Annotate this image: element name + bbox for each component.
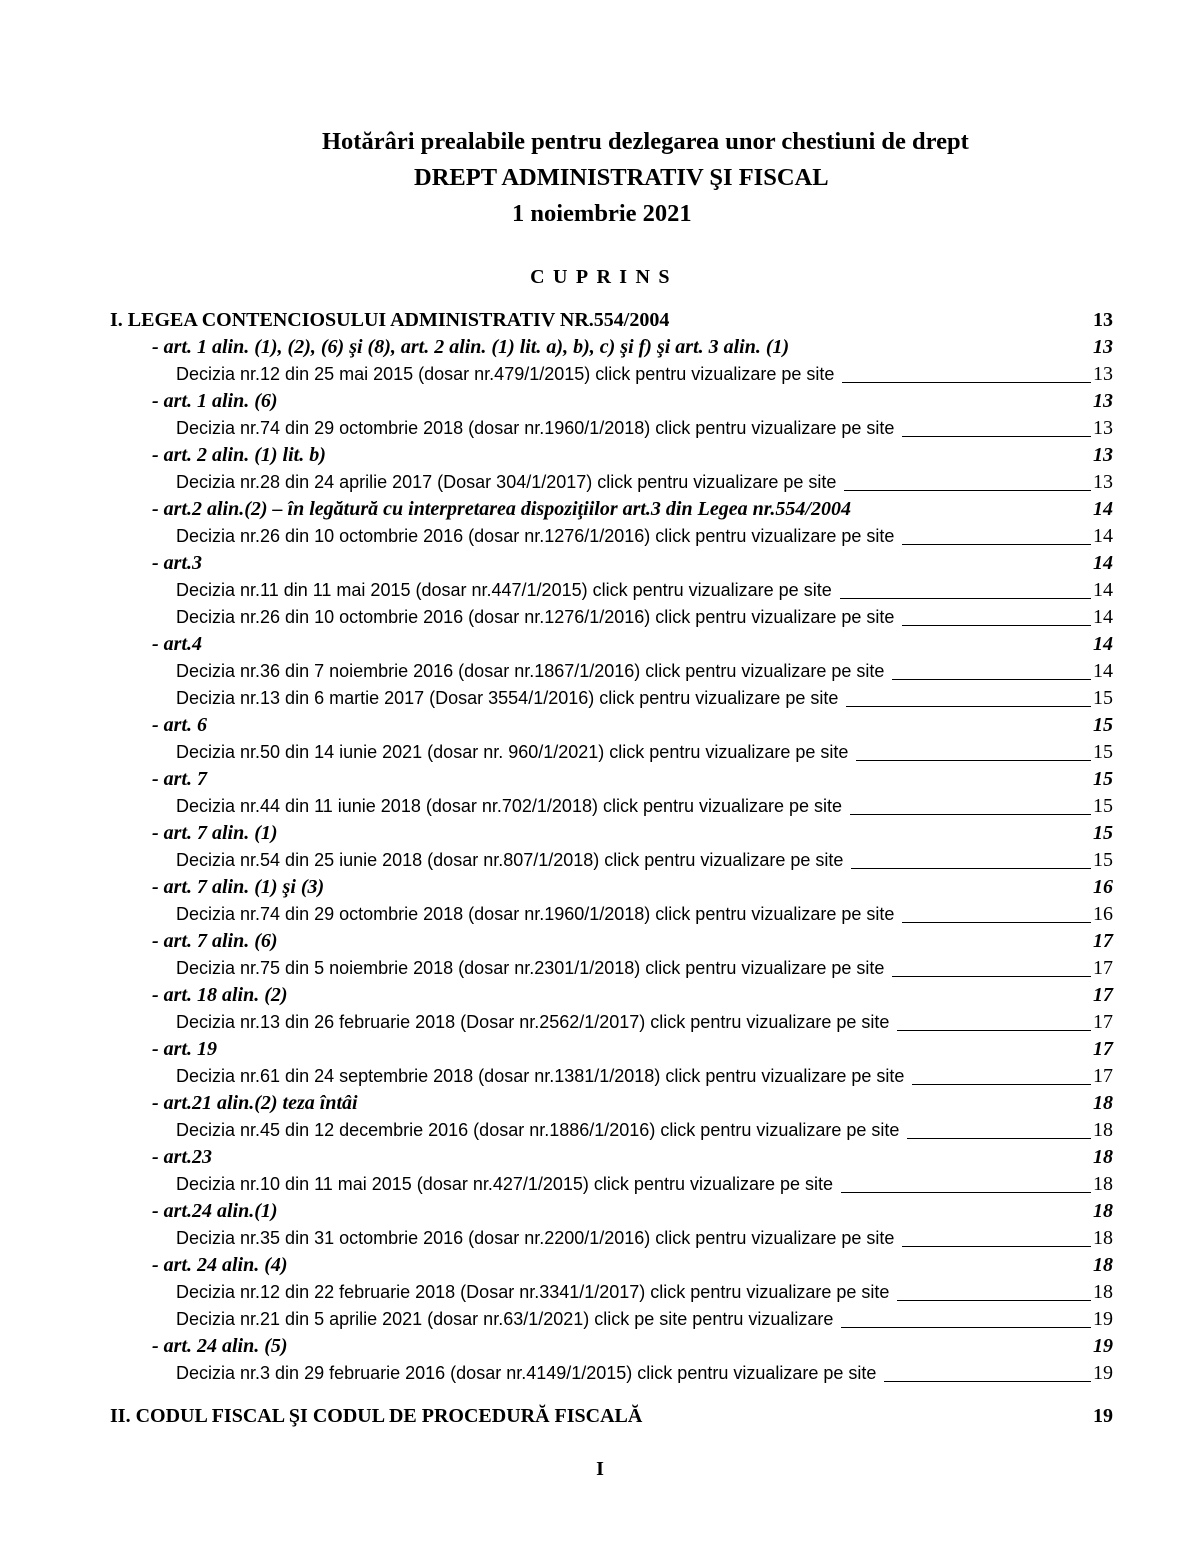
toc-entry-label: Decizia nr.50 din 14 iunie 2021 (dosar nr. 960/1/2021) click pentru vizualizare pe site [176,742,849,762]
document-date: 1 noiembrie 2021 [512,200,692,227]
table-of-contents [110,307,1113,1430]
toc-article-entry[interactable] [110,388,1113,415]
toc-entry-label: Decizia nr.75 din 5 noiembrie 2018 (dosar nr.2301/1/2018) click pentru vizualizare pe site [176,958,885,978]
toc-page-number: 14 [1093,525,1113,547]
toc-decision-link[interactable] [110,1009,1113,1036]
toc-page-number: 19 [1093,1362,1113,1384]
toc-entry-label: Decizia nr.28 din 24 aprilie 2017 (Dosar 304/1/2017) click pentru vizualizare pe site [176,472,837,492]
toc-decision-link[interactable] [110,1063,1113,1090]
leader-line [850,813,1091,815]
toc-page-number: 15 [1093,714,1113,736]
document-title: Hotărâri prealabile pentru dezlegarea unor chestiuni de drept [322,128,969,155]
toc-entry-label: - art. 1 alin. (1), (2), (6) şi (8), art. 2 alin. (1) lit. a), b), c) şi f) şi art. 3 alin. (1) [152,336,790,358]
toc-entry-label: Decizia nr.13 din 26 februarie 2018 (Dosar nr.2562/1/2017) click pentru vizualizare pe site [176,1012,890,1032]
toc-page-number: 18 [1093,1119,1113,1141]
leader-line [841,1326,1091,1328]
toc-decision-link[interactable] [110,685,1113,712]
leader-line [892,975,1091,977]
toc-entry-label: - art. 7 alin. (1) şi (3) [152,876,325,898]
leader-line [856,759,1091,761]
toc-entry-label: - art. 7 alin. (6) [152,930,278,952]
toc-article-entry[interactable] [110,712,1113,739]
toc-decision-link[interactable] [110,901,1113,928]
leader-line [851,867,1091,869]
toc-article-entry[interactable] [110,874,1113,901]
toc-entry-label: Decizia nr.3 din 29 februarie 2016 (dosar nr.4149/1/2015) click pentru vizualizare pe site [176,1363,877,1383]
toc-page-number: 14 [1093,579,1113,601]
toc-decision-link[interactable] [110,1360,1113,1387]
toc-page-number: 16 [1093,903,1113,925]
toc-entry-label: Decizia nr.12 din 22 februarie 2018 (Dosar nr.3341/1/2017) click pentru vizualizare pe site [176,1282,890,1302]
document-subtitle: DREPT ADMINISTRATIV ŞI FISCAL [414,164,829,191]
toc-page-number: 19 [1093,1308,1113,1330]
toc-page-number: 17 [1093,1065,1113,1087]
toc-page-number: 17 [1093,957,1113,979]
toc-section-entry[interactable] [110,307,1113,334]
toc-entry-label: Decizia nr.74 din 29 octombrie 2018 (dosar nr.1960/1/2018) click pentru vizualizare pe site [176,418,895,438]
toc-page-number: 13 [1093,363,1113,385]
leader-line [897,1299,1091,1301]
toc-entry-label: - art. 2 alin. (1) lit. b) [152,444,326,466]
toc-entry-label: Decizia nr.36 din 7 noiembrie 2016 (dosar nr.1867/1/2016) click pentru vizualizare pe site [176,661,885,681]
section-spacer [110,1387,1113,1403]
toc-article-entry[interactable] [110,766,1113,793]
toc-article-entry[interactable] [110,1252,1113,1279]
toc-entry-label: - art. 7 alin. (1) [152,822,278,844]
toc-page-number: 14 [1093,660,1113,682]
toc-decision-link[interactable] [110,1117,1113,1144]
toc-entry-label: Decizia nr.11 din 11 mai 2015 (dosar nr.447/1/2015) click pentru vizualizare pe site [176,580,832,600]
toc-page-number: 13 [1093,444,1113,466]
toc-decision-link[interactable] [110,847,1113,874]
toc-entry-label: - art. 24 alin. (5) [152,1335,288,1357]
toc-page-number: 13 [1093,471,1113,493]
toc-article-entry[interactable] [110,442,1113,469]
toc-entry-label: Decizia nr.26 din 10 octombrie 2016 (dosar nr.1276/1/2016) click pentru vizualizare pe site [176,607,895,627]
leader-line [897,1029,1091,1031]
toc-decision-link[interactable] [110,739,1113,766]
page-number: I [596,1458,604,1480]
toc-entry-label: - art. 24 alin. (4) [152,1254,288,1276]
toc-entry-label: - art. 7 [152,768,207,790]
toc-article-entry[interactable] [110,1198,1113,1225]
toc-article-entry[interactable] [110,1144,1113,1171]
contents-heading: CUPRINS [530,266,678,288]
toc-entry-label: - art. 1 alin. (6) [152,390,278,412]
toc-page-number: 17 [1093,1038,1113,1060]
toc-entry-label: Decizia nr.26 din 10 octombrie 2016 (dosar nr.1276/1/2016) click pentru vizualizare pe site [176,526,895,546]
leader-line [907,1137,1091,1139]
toc-decision-link[interactable] [110,577,1113,604]
toc-page-number: 18 [1093,1200,1113,1222]
toc-decision-link[interactable] [110,1306,1113,1333]
toc-entry-label: Decizia nr.54 din 25 iunie 2018 (dosar nr.807/1/2018) click pentru vizualizare pe site [176,850,844,870]
toc-decision-link[interactable] [110,523,1113,550]
toc-entry-label: Decizia nr.12 din 25 mai 2015 (dosar nr.479/1/2015) click pentru vizualizare pe site [176,364,835,384]
toc-page-number: 17 [1093,930,1113,952]
leader-line [844,489,1091,491]
toc-decision-link[interactable] [110,1225,1113,1252]
toc-entry-label: Decizia nr.61 din 24 septembrie 2018 (dosar nr.1381/1/2018) click pentru vizualizare pe site [176,1066,905,1086]
toc-page-number: 14 [1093,606,1113,628]
toc-page-number: 18 [1093,1281,1113,1303]
leader-line [846,705,1091,707]
toc-entry-label: Decizia nr.35 din 31 octombrie 2016 (dosar nr.2200/1/2016) click pentru vizualizare pe site [176,1228,895,1248]
leader-line [884,1380,1091,1382]
toc-entry-label: II. CODUL FISCAL ŞI CODUL DE PROCEDURĂ FISCALĂ [110,1405,643,1427]
toc-article-entry[interactable] [110,1090,1113,1117]
leader-line [892,678,1091,680]
leader-line [902,624,1091,626]
toc-article-entry[interactable] [110,496,1113,523]
toc-decision-link[interactable] [110,415,1113,442]
toc-entry-label: - art.24 alin.(1) [152,1200,278,1222]
toc-decision-link[interactable] [110,793,1113,820]
toc-page-number: 15 [1093,687,1113,709]
toc-article-entry[interactable] [110,550,1113,577]
leader-line [902,435,1091,437]
toc-entry-label: I. LEGEA CONTENCIOSULUI ADMINISTRATIV NR.554/2004 [110,309,670,331]
leader-line [841,1191,1091,1193]
toc-page-number: 13 [1093,336,1113,358]
toc-page-number: 18 [1093,1092,1113,1114]
toc-entry-label: Decizia nr.45 din 12 decembrie 2016 (dosar nr.1886/1/2016) click pentru vizualizare pe site [176,1120,900,1140]
toc-page-number: 14 [1093,498,1113,520]
toc-article-entry[interactable] [110,1036,1113,1063]
toc-entry-label: - art.4 [152,633,202,655]
toc-entry-label: - art. 6 [152,714,207,736]
toc-decision-link[interactable] [110,1171,1113,1198]
leader-line [912,1083,1091,1085]
toc-page-number: 18 [1093,1227,1113,1249]
toc-decision-link[interactable] [110,604,1113,631]
leader-line [840,597,1091,599]
toc-page-number: 18 [1093,1146,1113,1168]
toc-section-entry[interactable] [110,1403,1113,1430]
leader-line [902,1245,1091,1247]
leader-line [902,921,1091,923]
toc-entry-label: Decizia nr.10 din 11 mai 2015 (dosar nr.427/1/2015) click pentru vizualizare pe site [176,1174,834,1194]
toc-page-number: 13 [1093,309,1113,331]
toc-page-number: 19 [1093,1335,1113,1357]
toc-page-number: 19 [1093,1405,1113,1427]
toc-entry-label: - art. 18 alin. (2) [152,984,288,1006]
toc-decision-link[interactable] [110,955,1113,982]
toc-page-number: 15 [1093,768,1113,790]
toc-article-entry[interactable] [110,334,1113,361]
toc-decision-link[interactable] [110,1279,1113,1306]
toc-decision-link[interactable] [110,469,1113,496]
toc-decision-link[interactable] [110,658,1113,685]
toc-article-entry[interactable] [110,820,1113,847]
toc-entry-label: - art.21 alin.(2) teza întâi [152,1092,358,1114]
toc-page-number: 16 [1093,876,1113,898]
toc-article-entry[interactable] [110,631,1113,658]
toc-entry-label: - art.2 alin.(2) – în legătură cu interpretarea dispoziţiilor art.3 din Legea nr.554/2004 [152,498,851,520]
toc-page-number: 14 [1093,552,1113,574]
leader-line [902,543,1091,545]
toc-entry-label: Decizia nr.74 din 29 octombrie 2018 (dosar nr.1960/1/2018) click pentru vizualizare pe site [176,904,895,924]
toc-decision-link[interactable] [110,361,1113,388]
toc-entry-label: Decizia nr.21 din 5 aprilie 2021 (dosar nr.63/1/2021) click pe site pentru vizualizare [176,1309,834,1329]
toc-entry-label: Decizia nr.44 din 11 iunie 2018 (dosar nr.702/1/2018) click pentru vizualizare pe site [176,796,843,816]
toc-page-number: 17 [1093,984,1113,1006]
toc-page-number: 18 [1093,1254,1113,1276]
toc-article-entry[interactable] [110,982,1113,1009]
toc-article-entry[interactable] [110,1333,1113,1360]
toc-page-number: 18 [1093,1173,1113,1195]
toc-entry-label: Decizia nr.13 din 6 martie 2017 (Dosar 3554/1/2016) click pentru vizualizare pe site [176,688,839,708]
toc-page-number: 15 [1093,822,1113,844]
toc-entry-label: - art.23 [152,1146,212,1168]
toc-page-number: 14 [1093,633,1113,655]
toc-entry-label: - art.3 [152,552,202,574]
toc-page-number: 13 [1093,390,1113,412]
leader-line [842,381,1091,383]
toc-page-number: 15 [1093,795,1113,817]
toc-article-entry[interactable] [110,928,1113,955]
toc-page-number: 17 [1093,1011,1113,1033]
toc-page-number: 15 [1093,849,1113,871]
toc-page-number: 13 [1093,417,1113,439]
toc-entry-label: - art. 19 [152,1038,217,1060]
toc-page-number: 15 [1093,741,1113,763]
